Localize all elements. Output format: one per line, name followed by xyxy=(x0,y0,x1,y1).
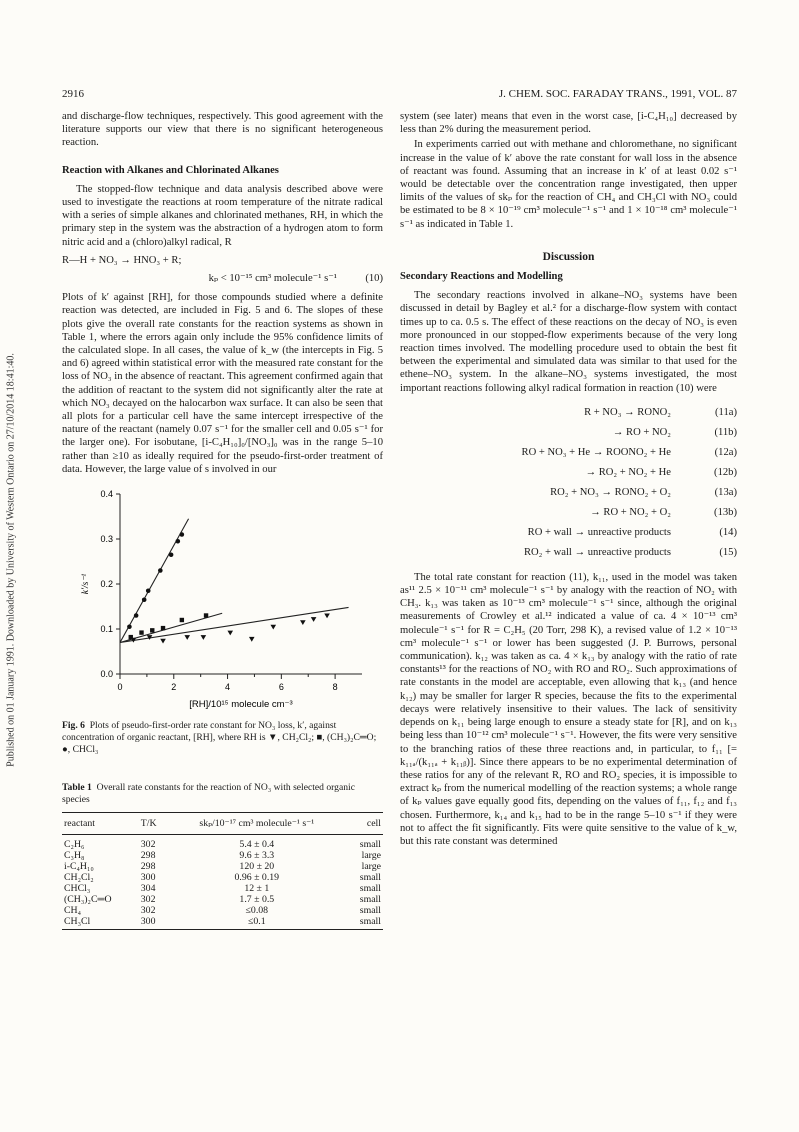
fit-line xyxy=(120,519,189,643)
reaction-formula: RO + NO₃ + He → ROONO₂ + He xyxy=(521,447,671,459)
reaction-scheme xyxy=(400,403,737,563)
table-cell: CH₂Cl₂ xyxy=(64,872,94,884)
data-point-square xyxy=(161,626,165,630)
reaction-number: (11a) xyxy=(715,407,737,419)
data-point-circle xyxy=(158,568,163,573)
y-tick-label: 0.3 xyxy=(100,534,113,545)
data-point-triangle xyxy=(311,617,317,622)
reaction-number: (15) xyxy=(719,547,737,559)
data-point-triangle xyxy=(227,631,233,636)
table-cell: CH₄ xyxy=(64,905,82,917)
reaction-formula: → RO₂ + NO₂ + He xyxy=(585,467,671,479)
paragraph: system (see later) means that even in the worst case, [i-C₄H₁₀] decreased by less than 2% during the measurement period. xyxy=(400,111,737,136)
reaction-equation xyxy=(400,503,737,523)
data-point-triangle xyxy=(184,635,190,640)
table-cell: 302 xyxy=(140,905,156,917)
x-tick-label: 8 xyxy=(332,682,338,693)
data-point-circle xyxy=(180,532,185,537)
reaction-equation xyxy=(400,543,737,563)
table-cell: small xyxy=(359,894,381,906)
reaction-number: (11b) xyxy=(714,427,737,439)
data-point-square xyxy=(180,618,184,622)
equation-10: R—H + NO₃ → HNO₃ + R; xyxy=(62,254,182,266)
table-cell: small xyxy=(359,883,381,895)
reaction-equation xyxy=(400,463,737,483)
x-tick-label: 0 xyxy=(117,682,123,693)
table-cell: ≤0.1 xyxy=(168,916,345,930)
reaction-equation xyxy=(400,523,737,543)
table-cell: 302 xyxy=(140,839,156,851)
reaction-equation xyxy=(400,483,737,503)
table-cell: 300 xyxy=(140,872,156,884)
figure-6 xyxy=(62,490,383,718)
data-point-square xyxy=(204,613,208,617)
table-cell: ≤0.08 xyxy=(245,905,269,917)
table-row xyxy=(62,861,383,872)
table-cell: (CH₃)₂C═O xyxy=(64,894,112,906)
table-cell: C₃H₈ xyxy=(64,850,85,862)
data-point-circle xyxy=(176,539,181,544)
table-header: skₚ/10⁻¹⁷ cm³ molecule⁻¹ s⁻¹ xyxy=(168,813,345,835)
table-cell: 0.96 ± 0.19 xyxy=(234,872,280,884)
data-point-triangle xyxy=(249,637,255,642)
table-row xyxy=(62,872,383,883)
x-tick-label: 2 xyxy=(171,682,177,693)
table-header: T/K xyxy=(139,813,168,835)
data-point-triangle xyxy=(300,620,306,625)
table-cell: 300 xyxy=(139,916,168,930)
x-axis-label: [RH]/10¹⁵ molecule cm⁻³ xyxy=(189,699,293,711)
rate-constant-table xyxy=(62,812,383,930)
table-header: reactant xyxy=(62,813,139,835)
paragraph: and discharge-flow techniques, respectively. This good agreement with the literature supports our view that there is no significant heterogeneous reaction. xyxy=(62,111,383,149)
data-point-triangle xyxy=(160,639,166,644)
table-cell: 298 xyxy=(140,861,156,873)
table-row xyxy=(62,894,383,905)
table-row xyxy=(62,850,383,861)
table-header: cell xyxy=(345,813,383,835)
paragraph: The total rate constant for reaction (11), k₁₁, used in the model was taken as¹¹ 2.5 × 10⁻¹¹ cm³ molecule⁻¹ s⁻¹ by analogy with the reaction of NO₂ with CH₃. k₁₃ was taken as 10⁻¹³ cm³ molecule⁻¹ s⁻¹ since, although the original measurements of Crowley et al.¹² indicated a value of ca. 4 × 10⁻¹³ cm³ molecule⁻¹ s⁻¹ for R = C₂H₅ (20 Torr, 298 K), a revised value of 1.2 × 10⁻¹³ cm³ molecule⁻¹ s⁻¹ or lower has been suggested (J. P. Burrows, personal communication). k₁₂ was taken as ca. 4 × k₁₃ by analogy with the ratio of rate constants¹³ for the reactions of NO₂ with RO and RO₂. Such approximations of rate constants in the model are acceptable, even allowing that k₁₃ (and hence k₁₂) may be smaller for larger R species, because the fits to the experimental decays were relatively insensitive to their values. The lack of sensitivity depends on k₁₁ being large enough to ensure a steady state for [R], and on k₁₃ being less than 10⁻¹² cm³ molecule⁻¹ s⁻¹. However, the fits were very sensitive to the branching ratios of these three reactions and, in particular, to f₁₁ [= k₁₁ₐ/(k₁₁ₐ + k₁₁ᵦ)]. Since there appears to be no experimental determination of these ratios for any of the relevant R, RO and RO₂ species, it is impossible to extract kₚ from the numerical modelling of the reaction systems; a whole range of kₚ values gave equally good fits, depending on the values of f₁₁, f₁₂ and f₁₃ chosen. Furthermore, k₁₄ and k₁₅ had to be in the range 5–10 s⁻¹ if they were not to affect the fit significantly. Fits were quite sensitive to the value of k_w, but this rate constant was determined xyxy=(400,571,737,847)
subsection-heading: Secondary Reactions and Modelling xyxy=(400,271,563,283)
reaction-equation xyxy=(400,443,737,463)
table-cell: small xyxy=(359,839,381,851)
page-number: 2916 xyxy=(62,88,84,100)
data-point-circle xyxy=(134,613,139,618)
reaction-number: (14) xyxy=(719,527,737,539)
paragraph: In experiments carried out with methane and chloromethane, no significant increase in the value of k′ above the rate constant for wall loss in the absence of reactant was found. Assuming that an increase in k′ of at least 0.02 s⁻¹ would be detectable over the concentration range investigated, then upper limits of the values of skₚ for the reaction of CH₄ and CH₃Cl with NO₃ could be estimated to be 8 × 10⁻¹⁹ cm³ molecule⁻¹ s⁻¹ and 1 × 10⁻¹⁸ cm³ molecule⁻¹ s⁻¹ as indicated in Table 1. xyxy=(400,139,737,230)
reaction-number: (12a) xyxy=(714,447,737,459)
data-point-circle xyxy=(142,598,147,603)
data-point-circle xyxy=(127,625,132,630)
y-tick-label: 0.4 xyxy=(100,490,113,500)
y-tick-label: 0.1 xyxy=(100,624,113,635)
table-cell: 298 xyxy=(140,850,156,862)
reaction-formula: → RO + NO₂ + O₂ xyxy=(590,507,671,519)
y-tick-label: 0.0 xyxy=(100,669,113,680)
table-cell: large xyxy=(361,850,381,862)
data-point-triangle xyxy=(270,625,276,630)
table-cell: large xyxy=(361,861,381,873)
download-watermark: Published on 01 January 1991. Downloaded by University of Western Ontario on 27/10/2014 18:41:40. xyxy=(5,353,17,767)
data-point-triangle xyxy=(324,614,330,619)
reaction-number: (13a) xyxy=(714,487,737,499)
table-cell: small xyxy=(345,916,383,930)
equation-10-rate: kₚ < 10⁻¹⁵ cm³ molecule⁻¹ s⁻¹ (10) xyxy=(208,273,383,285)
table-cell: 5.4 ± 0.4 xyxy=(239,839,275,851)
table-caption: Table 1 Overall rate constants for the reaction of NO₃ with selected organic species xyxy=(62,782,355,806)
table-cell: 12 ± 1 xyxy=(244,883,270,895)
reaction-formula: → RO + NO₂ xyxy=(612,427,671,439)
figure-caption: Fig. 6 Plots of pseudo-first-order rate constant for NO₃ loss, k′, against concentration of organic reactant, [RH], where RH is ▼, CH₂Cl₂; ■, (CH₃)₂C═O; ●, CHCl₃ xyxy=(62,720,377,756)
y-axis-label: k′/s⁻¹ xyxy=(81,573,91,595)
table-cell: 302 xyxy=(140,894,156,906)
reaction-number: (13b) xyxy=(714,507,737,519)
reaction-formula: R + NO₃ → RONO₂ xyxy=(584,407,671,419)
table-cell: 304 xyxy=(140,883,156,895)
table-row xyxy=(62,916,383,930)
reaction-formula: RO₂ + NO₃ → RONO₂ + O₂ xyxy=(550,487,671,499)
left-column xyxy=(62,110,383,930)
table-cell: small xyxy=(359,872,381,884)
reaction-number: (12b) xyxy=(714,467,737,479)
reaction-formula: RO + wall → unreactive products xyxy=(527,527,671,539)
table-cell: CH₃Cl xyxy=(62,916,139,930)
table-row xyxy=(62,905,383,916)
data-point-circle xyxy=(169,553,174,558)
section-heading: Reaction with Alkanes and Chlorinated Alkanes xyxy=(62,164,279,176)
paragraph: The stopped-flow technique and data analysis described above were used to investigate the reactions at room temperature of the nitrate radical with a series of simple alkanes and chlorinated methanes, RH, in which the primary step in the system was the abstraction of a hydrogen atom to form nitric acid and a (chloro)alkyl radical, R xyxy=(62,183,383,248)
fit-line xyxy=(120,607,349,642)
table-cell: small xyxy=(359,905,381,917)
table-cell: 120 ± 20 xyxy=(239,861,275,873)
journal-title: J. CHEM. SOC. FARADAY TRANS., 1991, VOL. 87 xyxy=(498,88,737,100)
table-cell: 1.7 ± 0.5 xyxy=(239,894,275,906)
paragraph: The secondary reactions involved in alkane–NO₃ systems have been discussed in detail by Bagley et al.² for a discharge-flow system with contact times up to ca. 0.5 s. The effect of these reactions on the decay of NO₃ is even more pronounced in our stopped-flow experiments because of the very long reaction times involved. The modelling procedure used to obtain the best fit between the experimental and simulated data was similar to that used for the ethene–NO₃ system. In the alkane–NO₃ systems investigated, the most important reactions following alkyl radical formation in reaction (10) were xyxy=(400,290,737,394)
paragraph: Plots of k′ against [RH], for those compounds studied where a definite reaction was detected, are included in Fig. 5 and 6. The slopes of these plots give the overall rate constants for the reaction systems as shown in Table 1, where the errors again only include the 95% confidence limits of the calculated slope. In all cases, the value of k_w (the intercepts in Fig. 5 and 6) agreed within statistical error with the measured rate constant for the loss of NO₃ in the absence of reactant. This agreement confirmed again that the addition of reactant to the system did not significantly alter the rate at which NO₃ decayed on the halocarbon wax surface. It can also be seen that all plots for a particular cell have the same intercept irrespective of the nature of the reactant (namely 0.07 s⁻¹ for the smaller cell and 0.05 s⁻¹ for the larger one). For isobutane, [i-C₄H₁₀]₀/[NO₃]₀ was in the range 5–10 rather than ≥10 as ideally required for the pseudo-first-order treatment of data. However, the large value of s involved in our xyxy=(62,292,383,475)
reaction-equation xyxy=(400,403,737,423)
data-point-triangle xyxy=(201,635,207,640)
table-row xyxy=(62,835,383,851)
table-cell: 9.6 ± 3.3 xyxy=(239,850,275,862)
x-tick-label: 4 xyxy=(225,682,231,693)
data-point-circle xyxy=(146,589,151,594)
chart xyxy=(62,490,383,718)
reaction-formula: RO₂ + wall → unreactive products xyxy=(523,547,671,559)
table-cell: C₂H₆ xyxy=(64,839,85,851)
y-tick-label: 0.2 xyxy=(100,579,113,590)
reaction-equation xyxy=(400,423,737,443)
right-column xyxy=(400,110,737,850)
data-point-square xyxy=(139,630,143,634)
section-title: Discussion xyxy=(542,250,595,263)
x-tick-label: 6 xyxy=(278,682,284,693)
data-point-square xyxy=(150,628,154,632)
table-cell: CHCl₃ xyxy=(64,883,91,895)
table-cell: i-C₄H₁₀ xyxy=(64,861,94,873)
table-row xyxy=(62,883,383,894)
